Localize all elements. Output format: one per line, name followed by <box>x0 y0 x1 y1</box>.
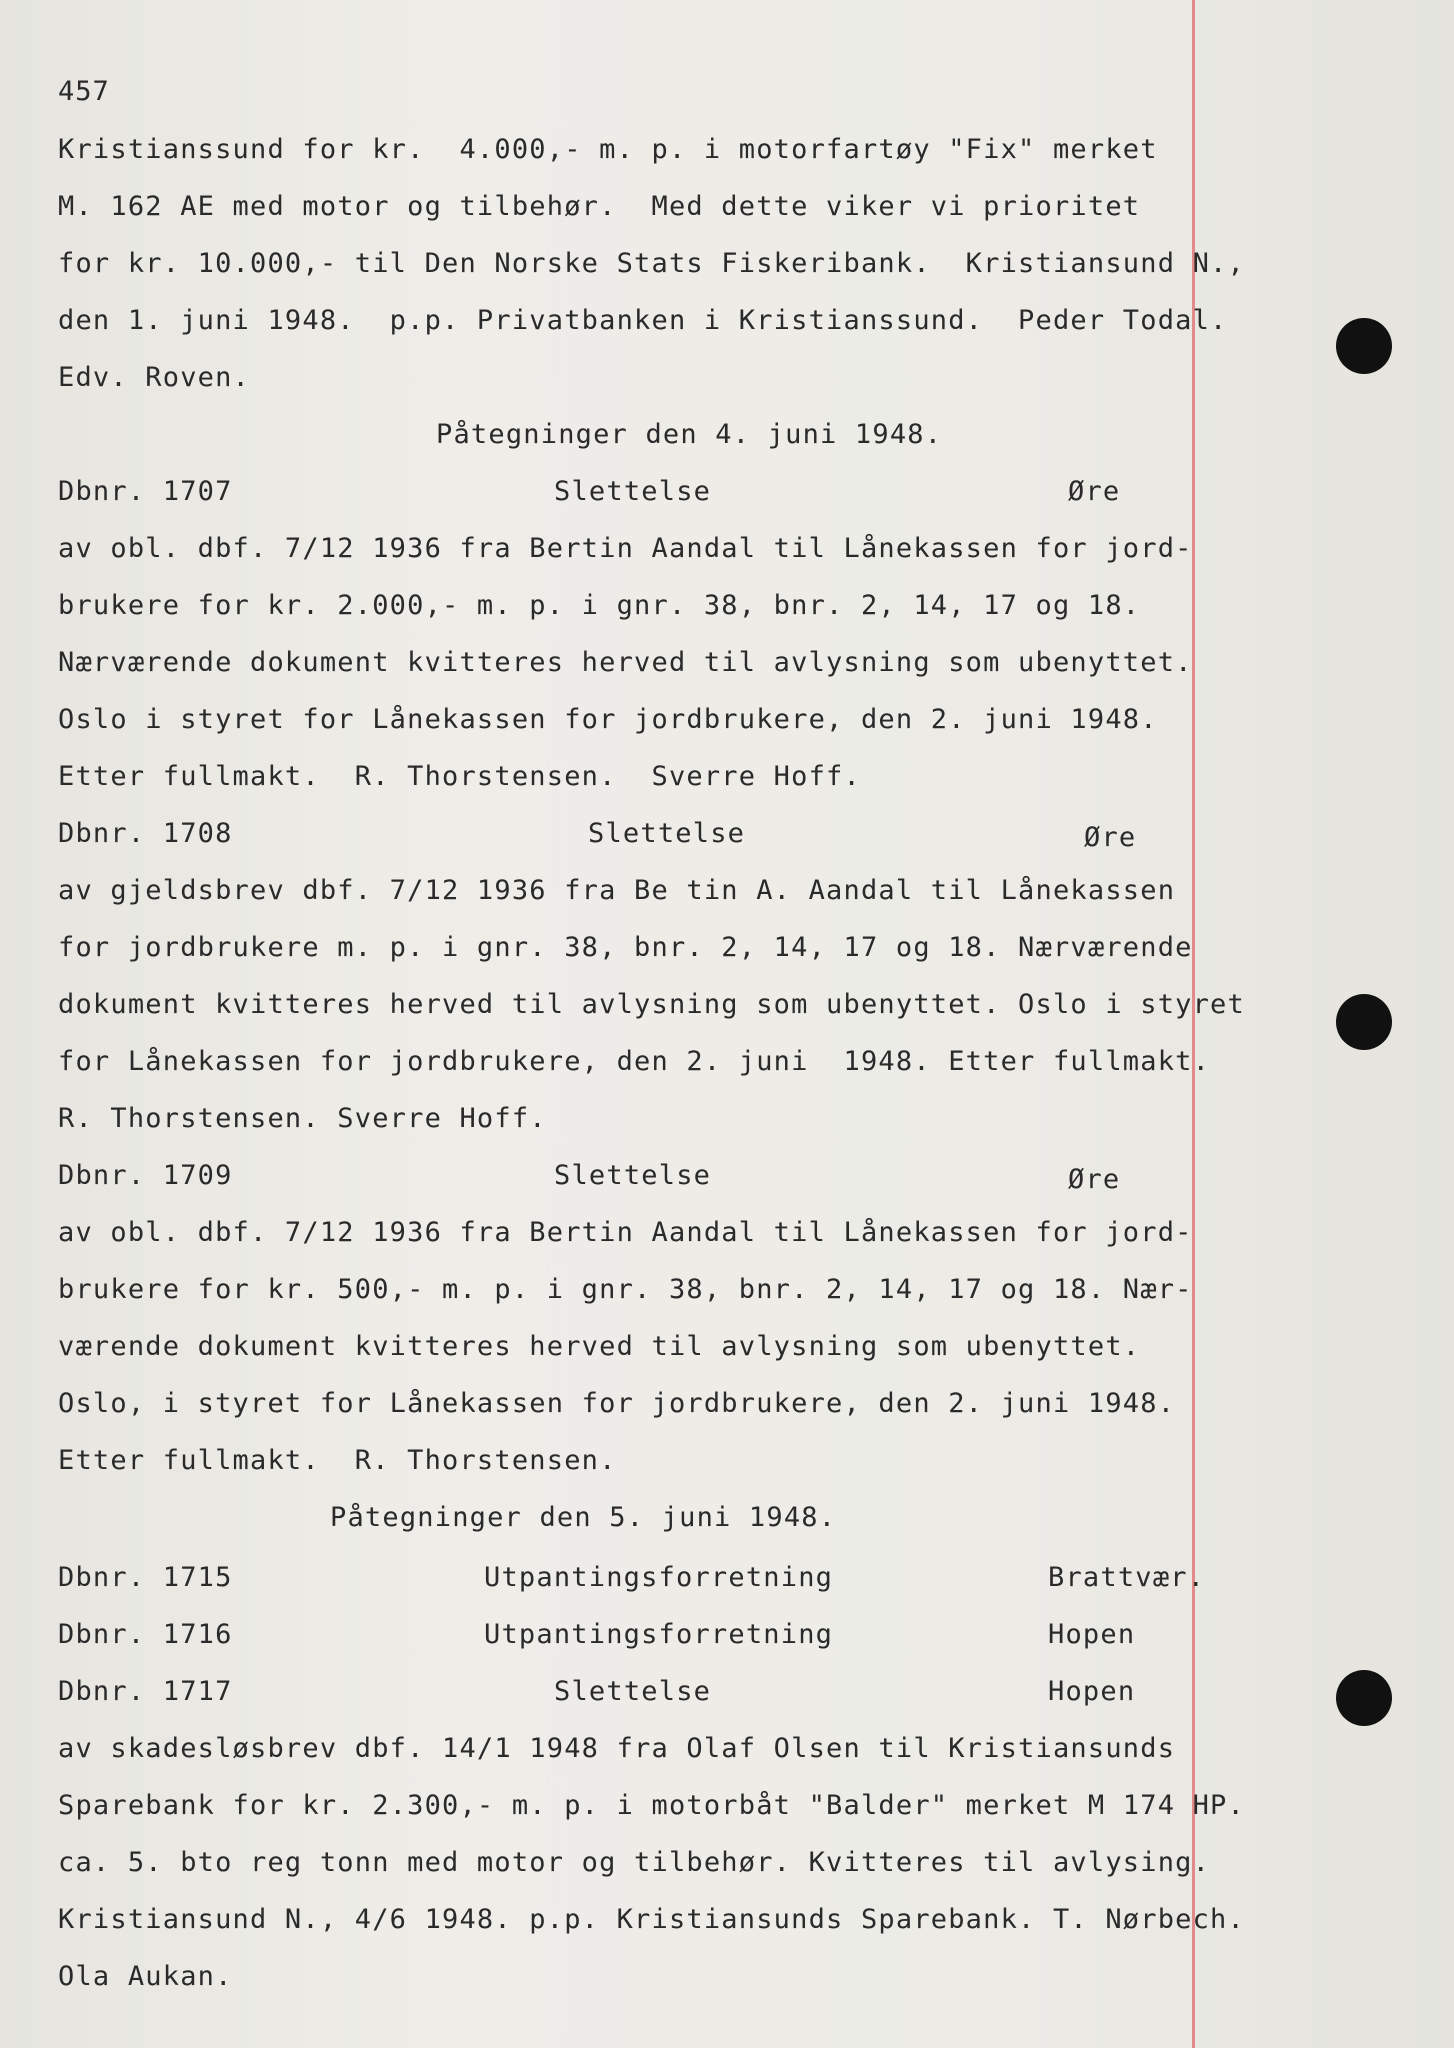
text-line: R. Thorstensen. Sverre Hoff. <box>58 1103 547 1134</box>
entry-type: Slettelse <box>554 1676 712 1707</box>
entry-number: Dbnr. 1716 <box>58 1619 233 1650</box>
entry-place: Øre <box>1068 476 1121 507</box>
text-line: for Lånekassen for jordbrukere, den 2. juni 1948. Etter fullmakt. <box>58 1046 1211 1077</box>
entry-number: Dbnr. 1708 <box>58 818 233 849</box>
entry-type: Slettelse <box>554 476 712 507</box>
entry-place: Øre <box>1084 822 1137 853</box>
text-line: Oslo i styret for Lånekassen for jordbrukere, den 2. juni 1948. <box>58 704 1158 735</box>
text-line: av obl. dbf. 7/12 1936 fra Bertin Aandal til Lånekassen for jord- <box>58 533 1193 564</box>
text-line: Ola Aukan. <box>58 1961 233 1992</box>
section-heading: Påtegninger den 4. juni 1948. <box>436 419 943 450</box>
entry-place: Hopen <box>1048 1619 1136 1650</box>
entry-place: Hopen <box>1048 1676 1136 1707</box>
entry-type: Slettelse <box>588 818 746 849</box>
text-line: Nærværende dokument kvitteres herved til avlysning som ubenyttet. <box>58 647 1193 678</box>
punch-hole <box>1336 1670 1392 1726</box>
text-line: brukere for kr. 2.000,- m. p. i gnr. 38, bnr. 2, 14, 17 og 18. <box>58 590 1141 621</box>
page-number: 457 <box>58 76 110 107</box>
entry-place: Brattvær. <box>1048 1562 1206 1593</box>
text-line: av obl. dbf. 7/12 1936 fra Bertin Aandal til Lånekassen for jord- <box>58 1217 1193 1248</box>
text-line: Etter fullmakt. R. Thorstensen. Sverre Hoff. <box>58 761 861 792</box>
text-line: værende dokument kvitteres herved til avlysning som ubenyttet. <box>58 1331 1141 1362</box>
entry-type: Utpantingsforretning <box>484 1562 834 1593</box>
entry-number: Dbnr. 1715 <box>58 1562 233 1593</box>
text-line: av skadesløsbrev dbf. 14/1 1948 fra Olaf Olsen til Kristiansunds <box>58 1733 1176 1764</box>
text-line: Kristiansund N., 4/6 1948. p.p. Kristiansunds Sparebank. T. Nørbech. <box>58 1904 1245 1935</box>
entry-type: Slettelse <box>554 1160 712 1191</box>
section-heading: Påtegninger den 5. juni 1948. <box>330 1502 837 1533</box>
entry-number: Dbnr. 1709 <box>58 1160 233 1191</box>
text-line: Kristianssund for kr. 4.000,- m. p. i motorfartøy "Fix" merket <box>58 134 1158 165</box>
text-line: ca. 5. bto reg tonn med motor og tilbehør. Kvitteres til avlysing. <box>58 1847 1211 1878</box>
punch-hole <box>1336 994 1392 1050</box>
entry-type: Utpantingsforretning <box>484 1619 834 1650</box>
text-line: dokument kvitteres herved til avlysning som ubenyttet. Oslo i styret <box>58 989 1245 1020</box>
text-line: den 1. juni 1948. p.p. Privatbanken i Kristianssund. Peder Todal. <box>58 305 1228 336</box>
punch-hole <box>1336 318 1392 374</box>
entry-place: Øre <box>1068 1164 1121 1195</box>
text-line: Sparebank for kr. 2.300,- m. p. i motorbåt "Balder" merket M 174 HP. <box>58 1790 1245 1821</box>
text-line: brukere for kr. 500,- m. p. i gnr. 38, bnr. 2, 14, 17 og 18. Nær- <box>58 1274 1193 1305</box>
text-line: for kr. 10.000,- til Den Norske Stats Fiskeribank. Kristiansund N., <box>58 248 1245 279</box>
text-line: av gjeldsbrev dbf. 7/12 1936 fra Be tin A. Aandal til Lånekassen <box>58 875 1176 906</box>
text-line: for jordbrukere m. p. i gnr. 38, bnr. 2, 14, 17 og 18. Nærværende <box>58 932 1193 963</box>
text-line: M. 162 AE med motor og tilbehør. Med dette viker vi prioritet <box>58 191 1141 222</box>
text-line: Etter fullmakt. R. Thorstensen. <box>58 1445 617 1476</box>
text-line: Oslo, i styret for Lånekassen for jordbrukere, den 2. juni 1948. <box>58 1388 1176 1419</box>
entry-number: Dbnr. 1707 <box>58 476 233 507</box>
entry-number: Dbnr. 1717 <box>58 1676 233 1707</box>
text-line: Edv. Roven. <box>58 362 251 393</box>
